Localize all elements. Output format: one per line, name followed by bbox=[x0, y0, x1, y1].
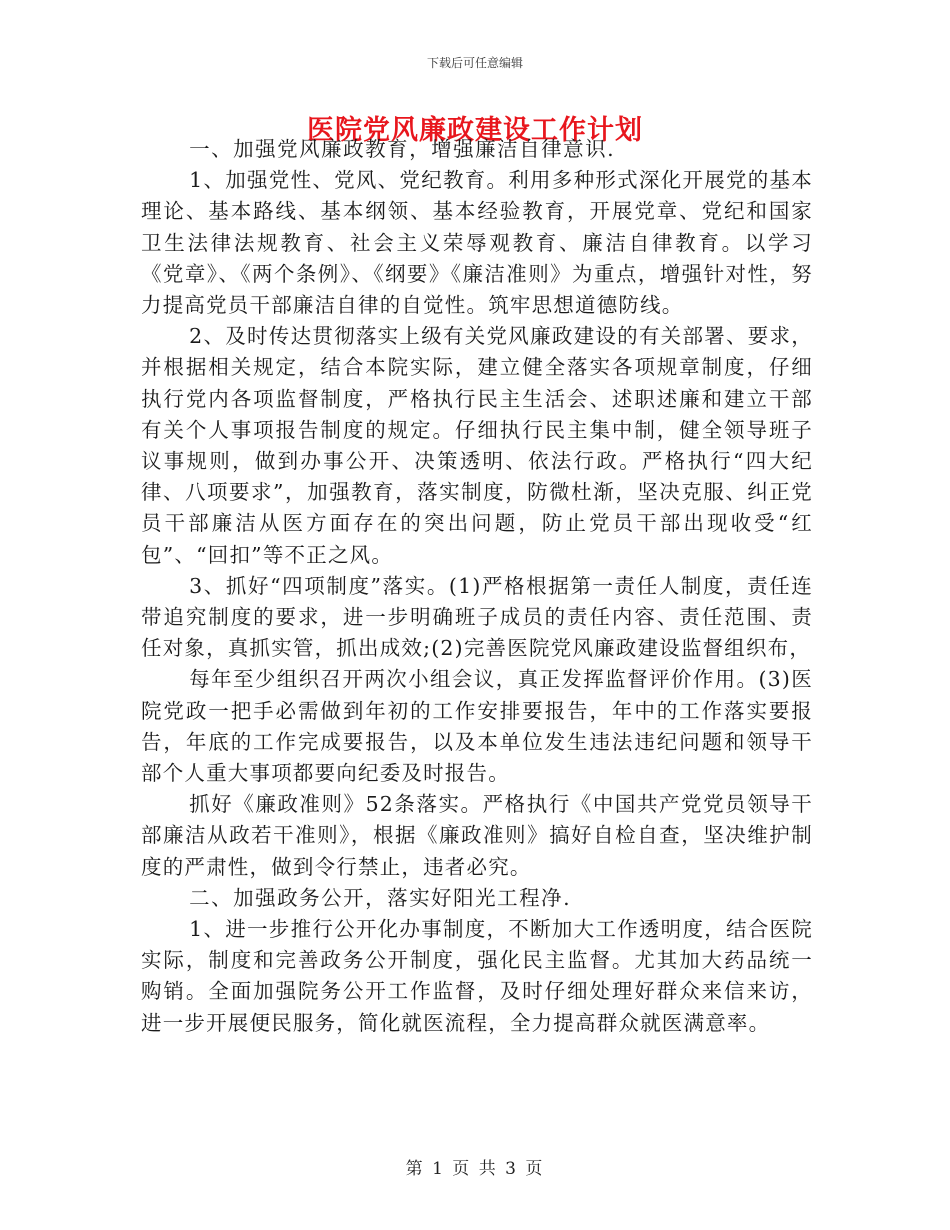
section-heading-2: 二、加强政务公开，落实好阳光工程净. bbox=[189, 885, 572, 910]
paragraph-1: 1、加强党性、党风、党纪教育。利用多种形式深化开展党的基本理论、基本路线、基本纲领、基本经验教育，开展党章、党纪和国家卫生法律法规教育、社会主义荣辱观教育、廉洁自律教育。以学习《党章》、《两个条例》、《纲要》《廉洁准则》为重点，增强针对性，努力提高党员干部廉洁自律的自觉性。筑牢思想道德防线。 bbox=[141, 168, 813, 318]
paragraph-3: 3、抓好“四项制度”落实。(1)严格根据第一责任人制度，责任连带追究制度的要求，进一步明确班子成员的责任内容、责任范围、责任对象，真抓实管，抓出成效;(2)完善医院党风廉政建设监督组织布， bbox=[141, 573, 813, 661]
header-note: 下载后可任意编辑 bbox=[426, 56, 523, 70]
section-heading-1: 一、加强党风廉政教育，增强廉洁自律意识. bbox=[189, 137, 616, 161]
paragraph-4: 每年至少组织召开两次小组会议，真正发挥监督评价作用。(3)医院党政一把手必需做到年初的工作安排要报告，年中的工作落实要报告，年底的工作完成要报告，以及本单位发生违法违纪问题和领导干部个人重大事项都要向纪委及时报告。 bbox=[141, 667, 813, 786]
paragraph-2: 2、及时传达贯彻落实上级有关党风廉政建设的有关部署、要求，并根据相关规定，结合本院实际，建立健全落实各项规章制度，仔细执行党内各项监督制度，严格执行民主生活会、述职述廉和建立干部有关个人事项报告制度的规定。仔细执行民主集中制，健全领导班子议事规则，做到办事公开、决策透明、依法行政。严格执行“四大纪律、八项要求”，加强教育，落实制度，防微杜渐，坚决克服、纠正党员干部廉洁从医方面存在的突出问题，防止党员干部出现收受“红包”、“回扣”等不正之风。 bbox=[141, 324, 813, 567]
document-body bbox=[141, 134, 813, 1039]
page-number: 第 1 页 共 3 页 bbox=[405, 1159, 545, 1179]
document-title: 医院党风廉政建设工作计划 bbox=[307, 115, 643, 146]
paragraph-5: 抓好《廉政准则》52条落实。严格执行《中国共产党党员领导干部廉洁从政若干准则》，根据《廉政准则》搞好自检自查，坚决维护制度的严肃性，做到令行禁止，违者必究。 bbox=[141, 792, 813, 879]
paragraph-6: 1、进一步推行公开化办事制度，不断加大工作透明度，结合医院实际，制度和完善政务公开制度，强化民主监督。尤其加大药品统一购销。全面加强院务公开工作监督，及时仔细处理好群众来信来访，进一步开展便民服务，简化就医流程，全力提高群众就医满意率。 bbox=[141, 917, 813, 1035]
